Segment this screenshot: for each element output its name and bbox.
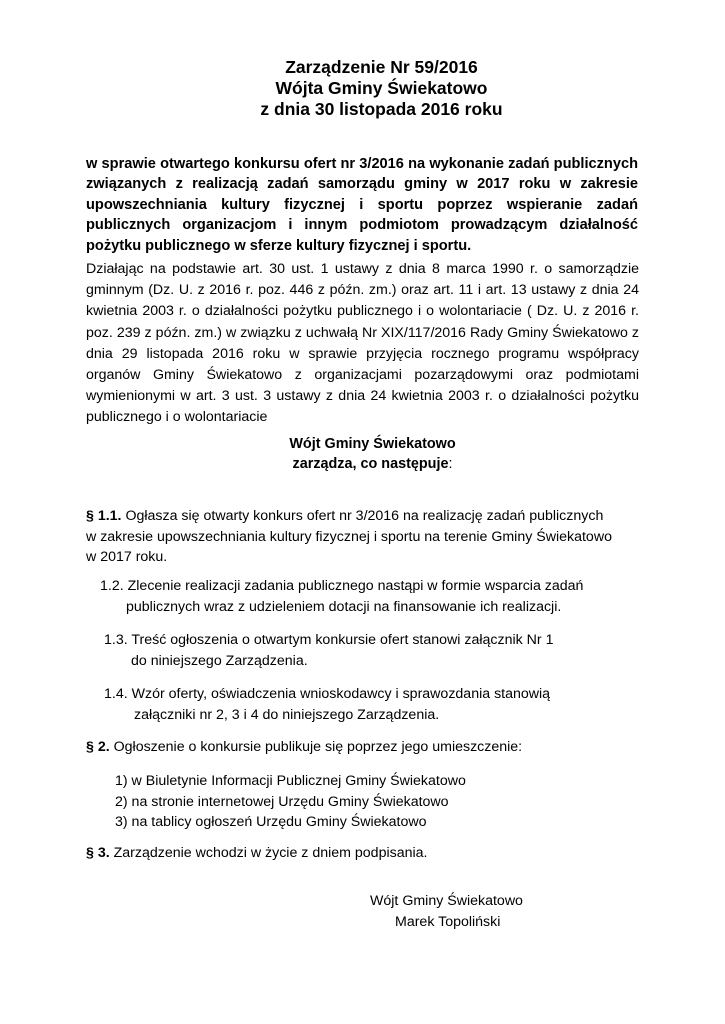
section-1-1-line2: w zakresie upowszechniania kultury fizycznej i sportu na terenie Gminy Świekatowo [86,528,612,545]
section-2 [86,737,646,758]
section-2-line [86,737,646,758]
decree-date-title: z dnia 30 listopada 2016 roku [260,99,503,119]
section-3-text: Zarządzenie wchodzi w życie z dniem podpisania. [109,845,428,861]
decree-subject: w sprawie otwartego konkursu ofert nr 3/2016 na wykonanie zadań publicznych związanych z realizacją zadań samorządu gminy w 2017 roku w zakresie upowszechniania kultury fizycznej i sportu poprzez wspieranie zadań publicznych organizacjom i innym podmiotom prowadzącym działalność pożytku publicznego w sferze kultury fizycznej i sportu. [86,156,638,254]
section-1-2 [100,576,620,617]
decree-intro-issuer: Wójt Gminy Świekatowo [289,436,456,452]
section-1-3-line1: 1.3. Treść ogłoszenia o otwartym konkursie ofert stanowi załącznik Nr 1 [104,632,554,648]
decree-number-title: Zarządzenie Nr 59/2016 [285,57,478,77]
list-item: 2) na stronie internetowej Urzędu Gminy Świekatowo [115,793,449,810]
signature-block [370,891,610,932]
section-1-4-line1: 1.4. Wzór oferty, oświadczenia wnioskodawcy i sprawozdania stanowią [104,686,551,702]
section-1-3-line2: do niniejszego Zarządzenia. [131,652,308,669]
section-1-3 [104,630,624,671]
section-1-1 [86,506,646,568]
decree-intro-orders [0,454,725,474]
signature-title: Wójt Gminy Świekatowo [370,893,523,909]
section-2-text: Ogłoszenie o konkursie publikuje się poprzez jego umieszczenie: [109,739,523,755]
section-1-1-text: Ogłasza się otwarty konkurs ofert nr 3/2016 na realizację zadań publicznych [121,508,604,524]
section-2-number: § 2. [86,739,110,755]
section-3-number: § 3. [86,845,110,861]
section-3 [86,843,646,864]
section-1-4 [104,684,624,725]
section-1-2-line2: publicznych wraz z udzieleniem dotacji na finansowanie ich realizacji. [126,598,562,615]
section-1-1-line3: w 2017 roku. [86,549,168,565]
signature-name: Marek Topoliński [395,913,501,930]
legal-basis-paragraph: Działając na podstawie art. 30 ust. 1 ustawy z dnia 8 marca 1990 r. o samorządzie gminnym (Dz. U. z 2016 r. poz. 446 z późn. zm.) oraz art. 11 i art. 13 ustawy z dnia 24 kwietnia 2003 r. o działalności pożytku publicznego i o wolontariacie ( Dz. U. z 2016 r. poz. 239 z późn. zm.) w związku z uchwałą Nr XIX/117/2016 Rady Gminy Świekatowo z dnia 29 listopada 2016 roku w sprawie przyjęcia rocznego programu współpracy organów Gminy Świekatowo z organizacjami pozarządowymi oraz podmiotami wymienionymi w art. 3 ust. 3 ustawy z dnia 24 kwietnia 2003 r. o działalności pożytku publicznego i o wolontariacie [86,261,639,426]
decree-intro-orders-text: zarządza, co następuje [292,456,449,472]
list-item: 3) na tablicy ogłoszeń Urzędu Gminy Świekatowo [115,814,427,830]
issuer-title: Wójta Gminy Świekatowo [275,78,488,98]
publication-list [115,771,615,833]
list-item: 1) w Biuletynie Informacji Publicznej Gminy Świekatowo [115,773,466,789]
section-3-line [86,843,646,864]
section-1-2-line1: 1.2. Zlecenie realizacji zadania publicznego nastąpi w formie wsparcia zadań [100,578,584,594]
section-1-1-line1 [86,506,646,527]
decree-intro-colon: : [448,456,453,472]
section-1-number: § 1.1. [86,508,122,524]
section-1-4-line2: załączniki nr 2, 3 i 4 do niniejszego Zarządzenia. [134,706,440,723]
